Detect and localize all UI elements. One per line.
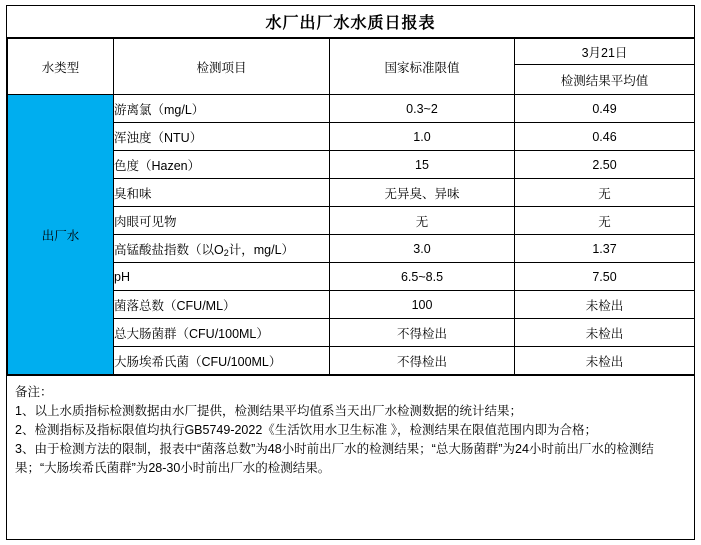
report-frame: [6, 5, 695, 540]
test-item-name: 大肠埃希氏菌（CFU/100ML）: [114, 347, 330, 375]
result-value: 1.37: [515, 235, 695, 263]
result-value: 无: [515, 207, 695, 235]
result-value: 0.49: [515, 95, 695, 123]
notes-line-2: 2、检测指标及指标限值均执行GB5749-2022《生活饮用水卫生标准 》，检测结果在限值范围内即为合格；: [15, 423, 598, 437]
test-item-name: pH: [114, 263, 330, 291]
page-title: 水厂出厂水水质日报表: [265, 15, 436, 32]
test-item-name: 肉眼可见物: [114, 207, 330, 235]
water-quality-table: [7, 38, 695, 375]
result-value: 7.50: [515, 263, 695, 291]
test-item-name: 总大肠菌群（CFU/100ML）: [114, 319, 330, 347]
notes-line-1: 1、以上水质指标检测数据由水厂提供，检测结果平均值系当天出厂水检测数据的统计结果；: [15, 404, 522, 418]
column-header-national-limit: 国家标准限值: [330, 39, 515, 95]
result-value: 未检出: [515, 319, 695, 347]
column-header-date: 3月21日: [515, 39, 695, 65]
test-item-name: 高锰酸盐指数（以$O_2$计，mg/L）: [114, 235, 330, 263]
national-limit-value: 15: [330, 151, 515, 179]
national-limit-value: 不得检出: [330, 347, 515, 375]
water-type-value: 出厂水: [8, 95, 114, 375]
national-limit-value: 6.5~8.5: [330, 263, 515, 291]
test-item-name: 菌落总数（CFU/ML）: [114, 291, 330, 319]
result-value: 2.50: [515, 151, 695, 179]
result-value: 无: [515, 179, 695, 207]
test-item-name: 浑浊度（NTU）: [114, 123, 330, 151]
notes-label: 备注：: [15, 385, 53, 399]
result-value: 未检出: [515, 291, 695, 319]
national-limit-value: 1.0: [330, 123, 515, 151]
column-header-result-label: 检测结果平均值: [515, 65, 695, 95]
national-limit-value: 不得检出: [330, 319, 515, 347]
table-row: [8, 95, 695, 123]
column-header-test-item: 检测项目: [114, 39, 330, 95]
test-item-name: 臭和味: [114, 179, 330, 207]
national-limit-value: 3.0: [330, 235, 515, 263]
notes-section: [7, 375, 694, 478]
table-header-row: [8, 39, 695, 65]
test-item-name: 色度（Hazen）: [114, 151, 330, 179]
result-value: 0.46: [515, 123, 695, 151]
column-header-water-type: 水类型: [8, 39, 114, 95]
national-limit-value: 0.3~2: [330, 95, 515, 123]
national-limit-value: 无异臭、异味: [330, 179, 515, 207]
report-title-bar: [7, 6, 694, 38]
result-value: 未检出: [515, 347, 695, 375]
national-limit-value: 无: [330, 207, 515, 235]
notes-line-3: 3、由于检测方法的限制，报表中“菌落总数”为48小时前出厂水的检测结果；“总大肠菌群”为24小时前出厂水的检测结果；“大肠埃希氏菌群”为28-30小时前出厂水的检测结果。: [15, 442, 654, 475]
national-limit-value: 100: [330, 291, 515, 319]
test-item-name: 游离氯（mg/L）: [114, 95, 330, 123]
